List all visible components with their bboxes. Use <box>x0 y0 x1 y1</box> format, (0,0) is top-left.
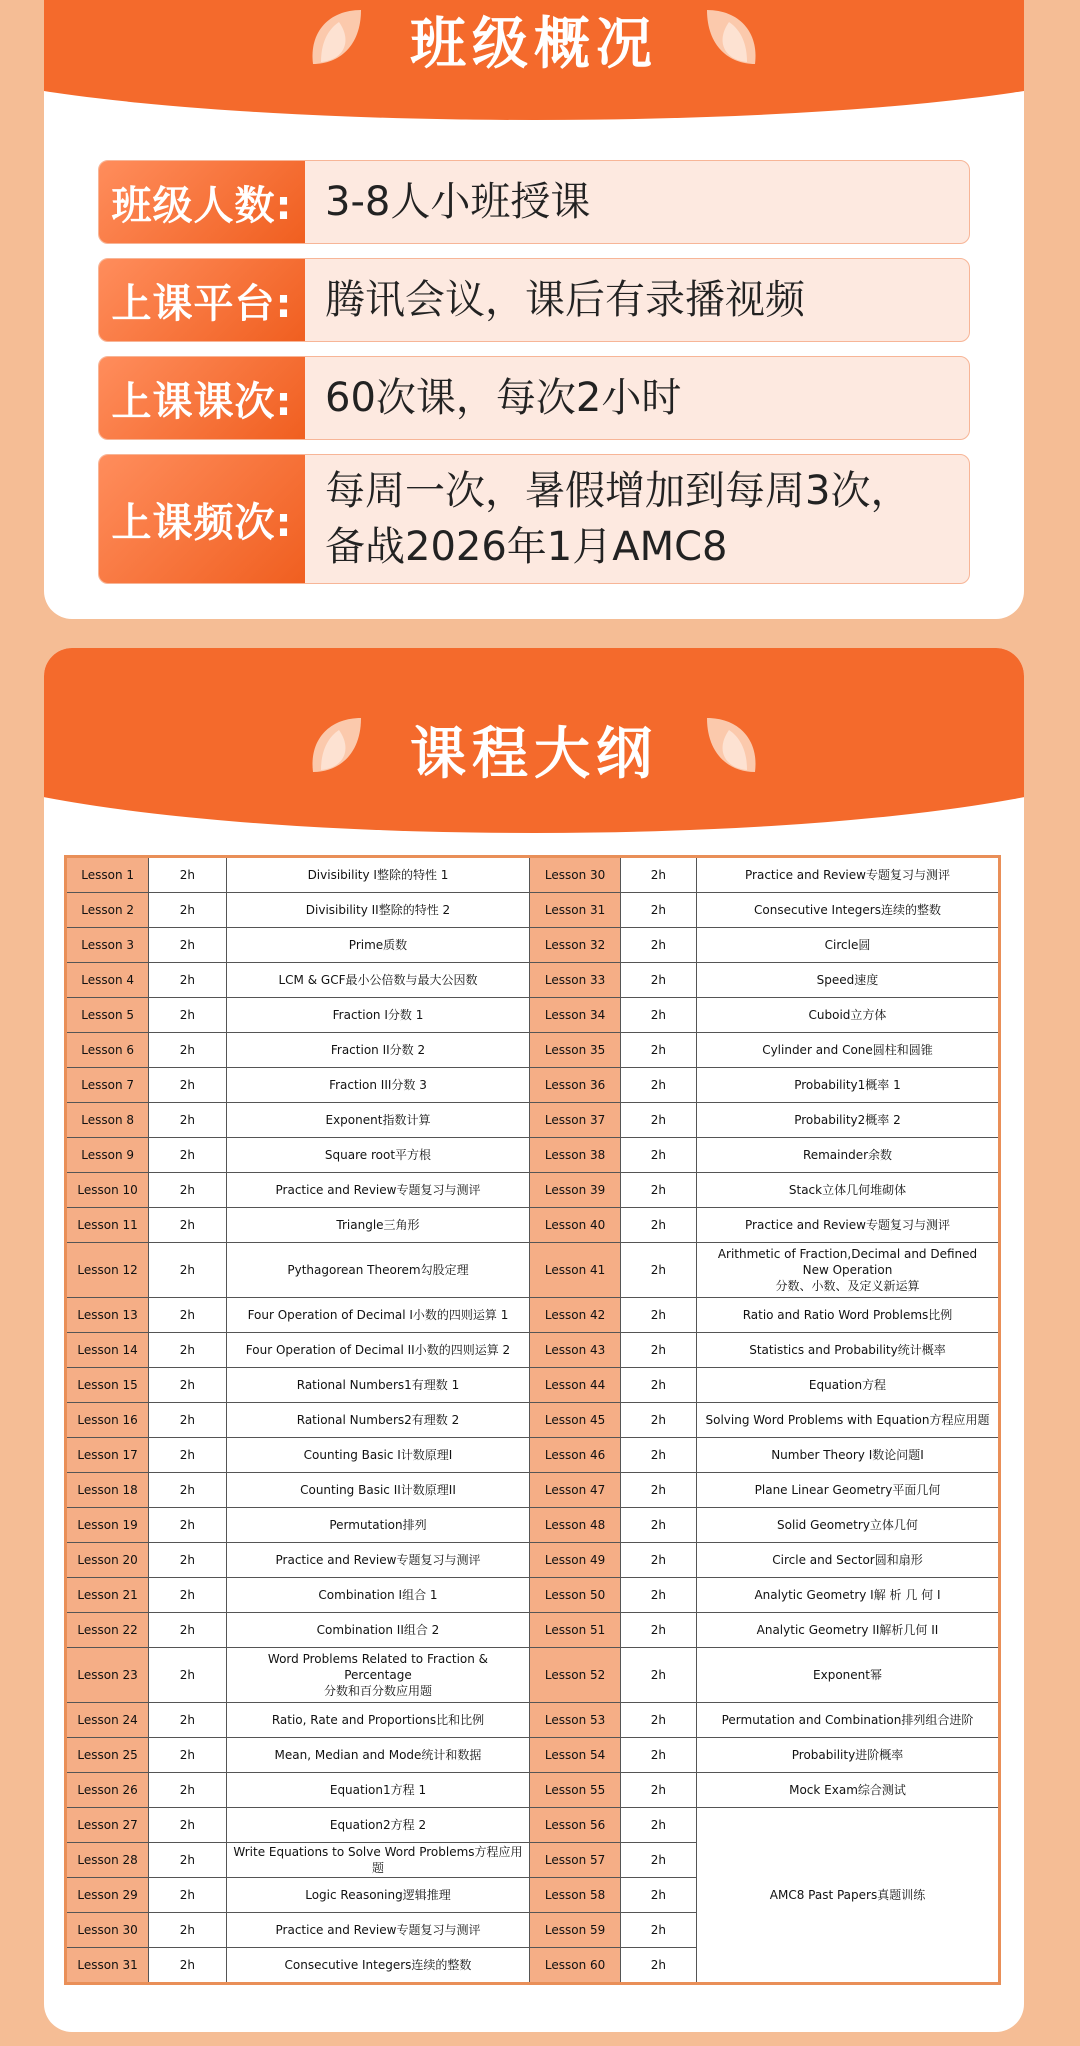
hours-cell: 2h <box>620 1773 696 1808</box>
lesson-cell: Lesson 58 <box>530 1878 620 1913</box>
table-row <box>66 1103 1000 1138</box>
hours-cell: 2h <box>149 1878 226 1913</box>
info-label: 上课课次: <box>99 357 305 439</box>
lesson-cell: Lesson 13 <box>66 1298 149 1333</box>
hours-cell: 2h <box>620 1473 696 1508</box>
info-row-platform <box>98 258 970 342</box>
table-row <box>66 1208 1000 1243</box>
lesson-cell: Lesson 52 <box>530 1648 620 1703</box>
topic-cell: Exponent指数计算 <box>226 1103 530 1138</box>
lesson-cell: Lesson 48 <box>530 1508 620 1543</box>
hours-cell: 2h <box>620 928 696 963</box>
lesson-cell: Lesson 37 <box>530 1103 620 1138</box>
topic-cell: Circle and Sector圆和扇形 <box>696 1543 999 1578</box>
info-value-line: 每周一次，暑假增加到每周3次， <box>325 468 911 514</box>
topic-cell: Practice and Review专题复习与测评 <box>226 1913 530 1948</box>
topic-cell: Equation方程 <box>696 1368 999 1403</box>
table-row <box>66 1033 1000 1068</box>
hours-cell: 2h <box>149 1508 226 1543</box>
lesson-cell: Lesson 30 <box>530 857 620 893</box>
topic-cell: Cylinder and Cone圆柱和圆锥 <box>696 1033 999 1068</box>
lesson-cell: Lesson 18 <box>66 1473 149 1508</box>
hours-cell: 2h <box>620 1808 696 1843</box>
lesson-cell: Lesson 9 <box>66 1138 149 1173</box>
hours-cell: 2h <box>149 1613 226 1648</box>
hours-cell: 2h <box>149 1208 226 1243</box>
hours-cell: 2h <box>149 1243 226 1298</box>
lesson-cell: Lesson 8 <box>66 1103 149 1138</box>
hours-cell: 2h <box>620 1913 696 1948</box>
lesson-cell: Lesson 51 <box>530 1613 620 1648</box>
info-row-class-size <box>98 160 970 244</box>
hours-cell: 2h <box>620 893 696 928</box>
topic-cell: Practice and Review专题复习与测评 <box>696 1208 999 1243</box>
topic-cell: Ratio and Ratio Word Problems比例 <box>696 1298 999 1333</box>
lesson-cell: Lesson 31 <box>66 1948 149 1984</box>
topic-cell: Probability2概率 2 <box>696 1103 999 1138</box>
topic-cell: Consecutive Integers连续的整数 <box>226 1948 530 1984</box>
hours-cell: 2h <box>149 1403 226 1438</box>
topic-cell: Remainder余数 <box>696 1138 999 1173</box>
lesson-cell: Lesson 11 <box>66 1208 149 1243</box>
topic-cell: Analytic Geometry II解析几何 II <box>696 1613 999 1648</box>
lesson-cell: Lesson 57 <box>530 1843 620 1878</box>
table-row <box>66 1543 1000 1578</box>
lesson-cell: Lesson 21 <box>66 1578 149 1613</box>
leaf-right-icon <box>699 2 769 72</box>
topic-cell: Write Equations to Solve Word Problems方程应用题 <box>226 1843 530 1878</box>
topic-cell: Solid Geometry立体几何 <box>696 1508 999 1543</box>
hours-cell: 2h <box>149 1948 226 1984</box>
lesson-cell: Lesson 29 <box>66 1878 149 1913</box>
info-value: 腾讯会议，课后有录播视频 <box>325 277 805 323</box>
lesson-cell: Lesson 38 <box>530 1138 620 1173</box>
lesson-cell: Lesson 4 <box>66 963 149 998</box>
lesson-cell: Lesson 23 <box>66 1648 149 1703</box>
topic-cell: Number Theory I数论问题I <box>696 1438 999 1473</box>
table-row <box>66 1648 1000 1703</box>
hours-cell: 2h <box>149 1138 226 1173</box>
topic-cell <box>226 1648 530 1703</box>
hours-cell: 2h <box>620 1843 696 1878</box>
hours-cell: 2h <box>620 1368 696 1403</box>
topic-cell: Combination II组合 2 <box>226 1613 530 1648</box>
hours-cell: 2h <box>620 1543 696 1578</box>
topic-cell: Analytic Geometry I解 析 几 何 I <box>696 1578 999 1613</box>
hours-cell: 2h <box>620 1438 696 1473</box>
hours-cell: 2h <box>620 1068 696 1103</box>
topic-cell: Prime质数 <box>226 928 530 963</box>
hours-cell: 2h <box>149 1438 226 1473</box>
table-row <box>66 1333 1000 1368</box>
topic-cell: Equation2方程 2 <box>226 1808 530 1843</box>
table-row <box>66 893 1000 928</box>
hours-cell: 2h <box>620 1033 696 1068</box>
lesson-cell: Lesson 15 <box>66 1368 149 1403</box>
hours-cell: 2h <box>620 1878 696 1913</box>
lesson-cell: Lesson 14 <box>66 1333 149 1368</box>
hours-cell: 2h <box>620 1298 696 1333</box>
lesson-cell: Lesson 55 <box>530 1773 620 1808</box>
topic-cell: Probability1概率 1 <box>696 1068 999 1103</box>
lesson-cell: Lesson 17 <box>66 1438 149 1473</box>
topic-cell: Consecutive Integers连续的整数 <box>696 893 999 928</box>
overview-card <box>44 0 1024 619</box>
lesson-cell: Lesson 30 <box>66 1913 149 1948</box>
table-row <box>66 1298 1000 1333</box>
topic-cell: Mean, Median and Mode统计和数据 <box>226 1738 530 1773</box>
info-label: 上课频次: <box>99 455 305 583</box>
hours-cell: 2h <box>620 1208 696 1243</box>
topic-cell: Exponent幂 <box>696 1648 999 1703</box>
lesson-cell: Lesson 7 <box>66 1068 149 1103</box>
lesson-cell: Lesson 54 <box>530 1738 620 1773</box>
table-row <box>66 1068 1000 1103</box>
syllabus-table-body <box>66 857 1000 1984</box>
info-label: 上课平台: <box>99 259 305 341</box>
table-row <box>66 1613 1000 1648</box>
lesson-cell: Lesson 39 <box>530 1173 620 1208</box>
topic-cell: Divisibility II整除的特性 2 <box>226 893 530 928</box>
hours-cell: 2h <box>149 963 226 998</box>
merged-topic-cell: AMC8 Past Papers真题训练 <box>696 1808 999 1984</box>
lesson-cell: Lesson 12 <box>66 1243 149 1298</box>
topic-cell: Practice and Review专题复习与测评 <box>226 1173 530 1208</box>
lesson-cell: Lesson 32 <box>530 928 620 963</box>
hours-cell: 2h <box>149 1703 226 1738</box>
topic-cell: LCM & GCF最小公倍数与最大公因数 <box>226 963 530 998</box>
topic-line: Arithmetic of Fraction,Decimal and Defined New Operation <box>717 1247 978 1277</box>
lesson-cell: Lesson 5 <box>66 998 149 1033</box>
hours-cell: 2h <box>149 1473 226 1508</box>
topic-cell: Divisibility I整除的特性 1 <box>226 857 530 893</box>
topic-cell: Plane Linear Geometry平面几何 <box>696 1473 999 1508</box>
info-value-line: 备战2026年1月AMC8 <box>325 524 728 570</box>
lesson-cell: Lesson 50 <box>530 1578 620 1613</box>
lesson-cell: Lesson 25 <box>66 1738 149 1773</box>
info-value: 3-8人小班授课 <box>325 179 591 225</box>
topic-cell: Fraction II分数 2 <box>226 1033 530 1068</box>
hours-cell: 2h <box>149 1298 226 1333</box>
topic-cell: Counting Basic I计数原理I <box>226 1438 530 1473</box>
table-row <box>66 1473 1000 1508</box>
table-row <box>66 928 1000 963</box>
hours-cell: 2h <box>620 963 696 998</box>
topic-cell: Permutation排列 <box>226 1508 530 1543</box>
hours-cell: 2h <box>149 1033 226 1068</box>
hours-cell: 2h <box>149 1368 226 1403</box>
hours-cell: 2h <box>620 1578 696 1613</box>
topic-cell: Equation1方程 1 <box>226 1773 530 1808</box>
topic-cell: Cuboid立方体 <box>696 998 999 1033</box>
lesson-cell: Lesson 19 <box>66 1508 149 1543</box>
topic-cell: Speed速度 <box>696 963 999 998</box>
info-label: 班级人数: <box>99 161 305 243</box>
table-row <box>66 1368 1000 1403</box>
hours-cell: 2h <box>620 1613 696 1648</box>
syllabus-table <box>64 855 1001 1985</box>
table-row <box>66 1438 1000 1473</box>
hours-cell: 2h <box>620 1648 696 1703</box>
topic-cell: Stack立体几何堆砌体 <box>696 1173 999 1208</box>
topic-cell: Statistics and Probability统计概率 <box>696 1333 999 1368</box>
topic-line: 分数、小数、及定义新运算 <box>775 1279 920 1293</box>
lesson-cell: Lesson 49 <box>530 1543 620 1578</box>
lesson-cell: Lesson 16 <box>66 1403 149 1438</box>
hours-cell: 2h <box>620 1243 696 1298</box>
table-row <box>66 1403 1000 1438</box>
hours-cell: 2h <box>620 1333 696 1368</box>
table-row <box>66 1808 1000 1843</box>
table-row <box>66 1703 1000 1738</box>
table-row <box>66 1138 1000 1173</box>
info-value: 60次课，每次2小时 <box>325 375 682 421</box>
lesson-cell: Lesson 20 <box>66 1543 149 1578</box>
lesson-cell: Lesson 1 <box>66 857 149 893</box>
lesson-cell: Lesson 2 <box>66 893 149 928</box>
syllabus-title: 课程大纲 <box>410 722 658 787</box>
lesson-cell: Lesson 3 <box>66 928 149 963</box>
hours-cell: 2h <box>149 1648 226 1703</box>
topic-cell: Mock Exam综合测试 <box>696 1773 999 1808</box>
table-row <box>66 963 1000 998</box>
topic-cell: Triangle三角形 <box>226 1208 530 1243</box>
hours-cell: 2h <box>149 893 226 928</box>
topic-cell: Solving Word Problems with Equation方程应用题 <box>696 1403 999 1438</box>
hours-cell: 2h <box>149 998 226 1033</box>
lesson-cell: Lesson 36 <box>530 1068 620 1103</box>
lesson-cell: Lesson 28 <box>66 1843 149 1878</box>
table-row <box>66 857 1000 893</box>
topic-line: Word Problems Related to Fraction & Percentage <box>267 1652 489 1682</box>
lesson-cell: Lesson 22 <box>66 1613 149 1648</box>
hours-cell: 2h <box>620 857 696 893</box>
table-row <box>66 1508 1000 1543</box>
topic-cell: Permutation and Combination排列组合进阶 <box>696 1703 999 1738</box>
topic-cell: Rational Numbers1有理数 1 <box>226 1368 530 1403</box>
lesson-cell: Lesson 43 <box>530 1333 620 1368</box>
hours-cell: 2h <box>149 1068 226 1103</box>
lesson-cell: Lesson 60 <box>530 1948 620 1984</box>
hours-cell: 2h <box>620 1138 696 1173</box>
hours-cell: 2h <box>620 1103 696 1138</box>
hours-cell: 2h <box>149 1173 226 1208</box>
topic-cell <box>696 1243 999 1298</box>
hours-cell: 2h <box>620 1173 696 1208</box>
hours-cell: 2h <box>149 1913 226 1948</box>
hours-cell: 2h <box>149 1333 226 1368</box>
topic-cell: Square root平方根 <box>226 1138 530 1173</box>
lesson-cell: Lesson 6 <box>66 1033 149 1068</box>
overview-title: 班级概况 <box>410 12 658 77</box>
lesson-cell: Lesson 33 <box>530 963 620 998</box>
hours-cell: 2h <box>149 1543 226 1578</box>
topic-cell: Practice and Review专题复习与测评 <box>696 857 999 893</box>
topic-cell: Ratio, Rate and Proportions比和比例 <box>226 1703 530 1738</box>
topic-cell: Probability进阶概率 <box>696 1738 999 1773</box>
info-row-sessions <box>98 356 970 440</box>
lesson-cell: Lesson 47 <box>530 1473 620 1508</box>
topic-cell: Pythagorean Theorem勾股定理 <box>226 1243 530 1298</box>
hours-cell: 2h <box>149 857 226 893</box>
hours-cell: 2h <box>620 1948 696 1984</box>
hours-cell: 2h <box>149 1738 226 1773</box>
lesson-cell: Lesson 26 <box>66 1773 149 1808</box>
lesson-cell: Lesson 56 <box>530 1808 620 1843</box>
lesson-cell: Lesson 27 <box>66 1808 149 1843</box>
topic-cell: Combination I组合 1 <box>226 1578 530 1613</box>
hours-cell: 2h <box>620 1703 696 1738</box>
topic-cell: Four Operation of Decimal II小数的四则运算 2 <box>226 1333 530 1368</box>
lesson-cell: Lesson 53 <box>530 1703 620 1738</box>
lesson-cell: Lesson 45 <box>530 1403 620 1438</box>
table-row <box>66 1243 1000 1298</box>
hours-cell: 2h <box>620 1508 696 1543</box>
lesson-cell: Lesson 46 <box>530 1438 620 1473</box>
topic-cell: Four Operation of Decimal I小数的四则运算 1 <box>226 1298 530 1333</box>
table-row <box>66 998 1000 1033</box>
topic-cell: Fraction I分数 1 <box>226 998 530 1033</box>
hours-cell: 2h <box>620 1403 696 1438</box>
topic-cell: Fraction III分数 3 <box>226 1068 530 1103</box>
topic-cell: Rational Numbers2有理数 2 <box>226 1403 530 1438</box>
lesson-cell: Lesson 41 <box>530 1243 620 1298</box>
lesson-cell: Lesson 34 <box>530 998 620 1033</box>
info-value <box>325 455 949 583</box>
lesson-cell: Lesson 59 <box>530 1913 620 1948</box>
hours-cell: 2h <box>620 1738 696 1773</box>
hours-cell: 2h <box>620 998 696 1033</box>
topic-cell: Counting Basic II计数原理II <box>226 1473 530 1508</box>
table-row <box>66 1173 1000 1208</box>
leaf-right-icon <box>699 710 769 780</box>
lesson-cell: Lesson 42 <box>530 1298 620 1333</box>
hours-cell: 2h <box>149 1103 226 1138</box>
lesson-cell: Lesson 31 <box>530 893 620 928</box>
lesson-cell: Lesson 40 <box>530 1208 620 1243</box>
lesson-cell: Lesson 44 <box>530 1368 620 1403</box>
table-row <box>66 1738 1000 1773</box>
hours-cell: 2h <box>149 1773 226 1808</box>
table-row <box>66 1578 1000 1613</box>
topic-line: 分数和百分数应用题 <box>323 1684 432 1698</box>
lesson-cell: Lesson 35 <box>530 1033 620 1068</box>
topic-cell: Circle圆 <box>696 928 999 963</box>
topic-cell: Logic Reasoning逻辑推理 <box>226 1878 530 1913</box>
lesson-cell: Lesson 24 <box>66 1703 149 1738</box>
hours-cell: 2h <box>149 928 226 963</box>
table-row <box>66 1773 1000 1808</box>
hours-cell: 2h <box>149 1808 226 1843</box>
topic-cell: Practice and Review专题复习与测评 <box>226 1543 530 1578</box>
hours-cell: 2h <box>149 1578 226 1613</box>
lesson-cell: Lesson 10 <box>66 1173 149 1208</box>
hours-cell: 2h <box>149 1843 226 1878</box>
info-row-frequency <box>98 454 970 584</box>
